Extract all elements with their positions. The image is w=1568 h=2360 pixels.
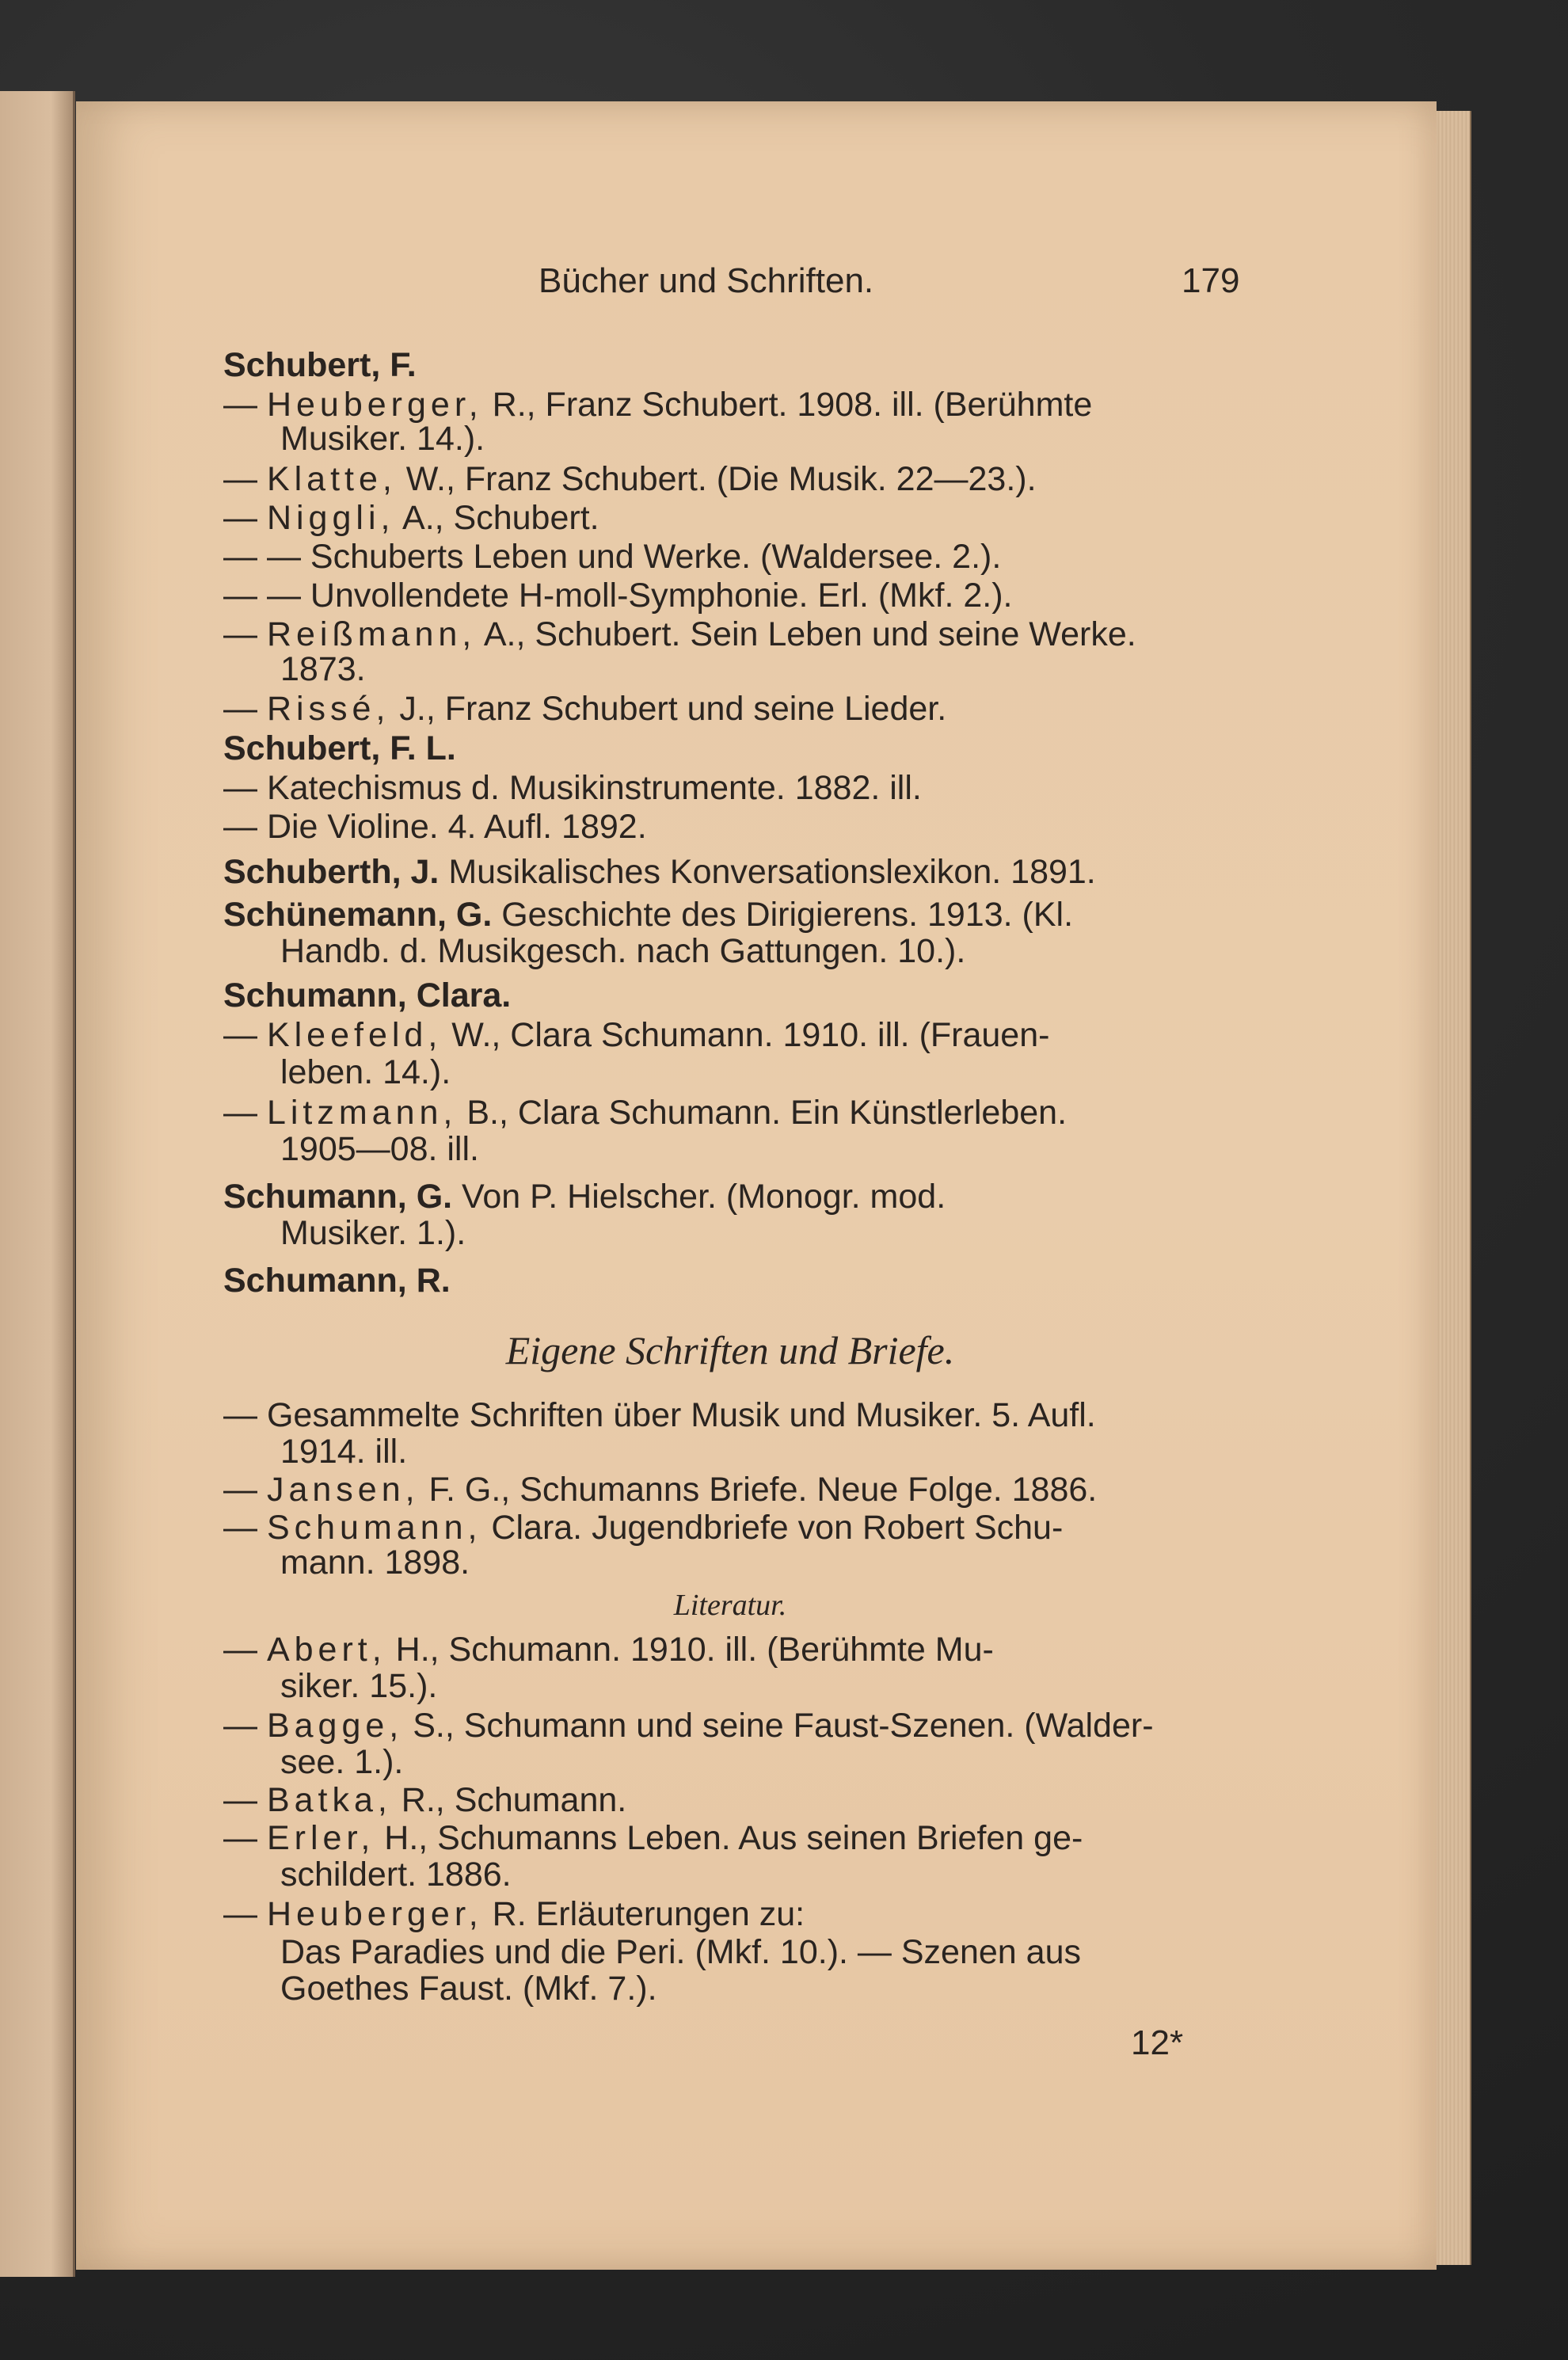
entry-line: — Batka, R., Schumann.	[223, 1781, 627, 1819]
entry-line: — Schumann, Clara. Jugendbriefe von Robert Schu-	[223, 1509, 1064, 1547]
entry-line: — Erler, H., Schumanns Leben. Aus seinen Briefen ge-	[223, 1819, 1083, 1857]
entry-line: — Litzmann, B., Clara Schumann. Ein Künstlerleben.	[223, 1094, 1068, 1132]
entry-line: schildert. 1886.	[280, 1856, 512, 1894]
entry-line: Musiker. 1.).	[280, 1214, 466, 1252]
entry-line: — Klatte, W., Franz Schubert. (Die Musik. 22—23.).	[223, 460, 1037, 498]
left-page-edge	[0, 91, 75, 2277]
entry-line: — — Schuberts Leben und Werke. (Waldersee. 2.).	[223, 538, 1002, 576]
entry-heading: Schubert, F. L.	[223, 729, 456, 767]
entry-line: — Kleefeld, W., Clara Schumann. 1910. ill. (Frauen-	[223, 1016, 1050, 1054]
entry-line: Das Paradies und die Peri. (Mkf. 10.). — Szenen aus	[280, 1933, 1081, 1971]
entry-line: — Niggli, A., Schubert.	[223, 499, 599, 537]
entry-heading: Schumann, Clara.	[223, 976, 512, 1014]
entry-line: — Heuberger, R. Erläuterungen zu:	[223, 1895, 805, 1933]
entry-line: — Heuberger, R., Franz Schubert. 1908. ill. (Berühmte	[223, 386, 1093, 424]
section-heading: Eigene Schriften und Briefe.	[505, 1328, 955, 1372]
entry-line: — Gesammelte Schriften über Musik und Musiker. 5. Aufl.	[223, 1396, 1096, 1434]
entry-heading: Schuberth, J. Musikalisches Konversationslexikon. 1891.	[223, 853, 1096, 891]
entry-line: — Die Violine. 4. Aufl. 1892.	[223, 808, 647, 846]
entry-heading: Schumann, R.	[223, 1262, 451, 1300]
entry-line: — Rissé, J., Franz Schubert und seine Lieder.	[223, 690, 947, 728]
entry-line: leben. 14.).	[280, 1053, 451, 1091]
entry-heading: Schumann, G. Von P. Hielscher. (Monogr. mod.	[223, 1178, 946, 1216]
entry-line: siker. 15.).	[280, 1667, 438, 1705]
entry-line: 1914. ill.	[280, 1433, 408, 1471]
entry-line: mann. 1898.	[280, 1544, 470, 1582]
entry-line: Musiker. 14.).	[280, 420, 485, 458]
signature-mark: 12*	[1131, 2023, 1184, 2062]
entry-line: see. 1.).	[280, 1743, 404, 1781]
entry-line: 1873.	[280, 650, 366, 688]
page-edges	[1437, 111, 1471, 2265]
page-header	[539, 261, 1251, 309]
entry-line: — Jansen, F. G., Schumanns Briefe. Neue Folge. 1886.	[223, 1471, 1098, 1509]
running-title: Bücher und Schriften.	[539, 261, 874, 300]
entry-heading: Schubert, F.	[223, 346, 417, 384]
entry-line: — Abert, H., Schumann. 1910. ill. (Berühmte Mu-	[223, 1631, 994, 1669]
subsection-heading: Literatur.	[673, 1589, 787, 1622]
entry-line: — Bagge, S., Schumann und seine Faust-Szenen. (Walder-	[223, 1707, 1154, 1745]
entry-line: — — Unvollendete H-moll-Symphonie. Erl. (Mkf. 2.).	[223, 577, 1013, 615]
entry-line: Handb. d. Musikgesch. nach Gattungen. 10.).	[280, 932, 966, 970]
entry-line: Goethes Faust. (Mkf. 7.).	[280, 1970, 657, 2008]
page-number: 179	[1182, 261, 1240, 300]
entry-line: 1905—08. ill.	[280, 1130, 479, 1168]
entry-heading: Schünemann, G. Geschichte des Dirigierens. 1913. (Kl.	[223, 896, 1074, 934]
entry-line: — Katechismus d. Musikinstrumente. 1882. ill.	[223, 769, 922, 807]
entry-line: — Reißmann, A., Schubert. Sein Leben und seine Werke.	[223, 615, 1136, 653]
